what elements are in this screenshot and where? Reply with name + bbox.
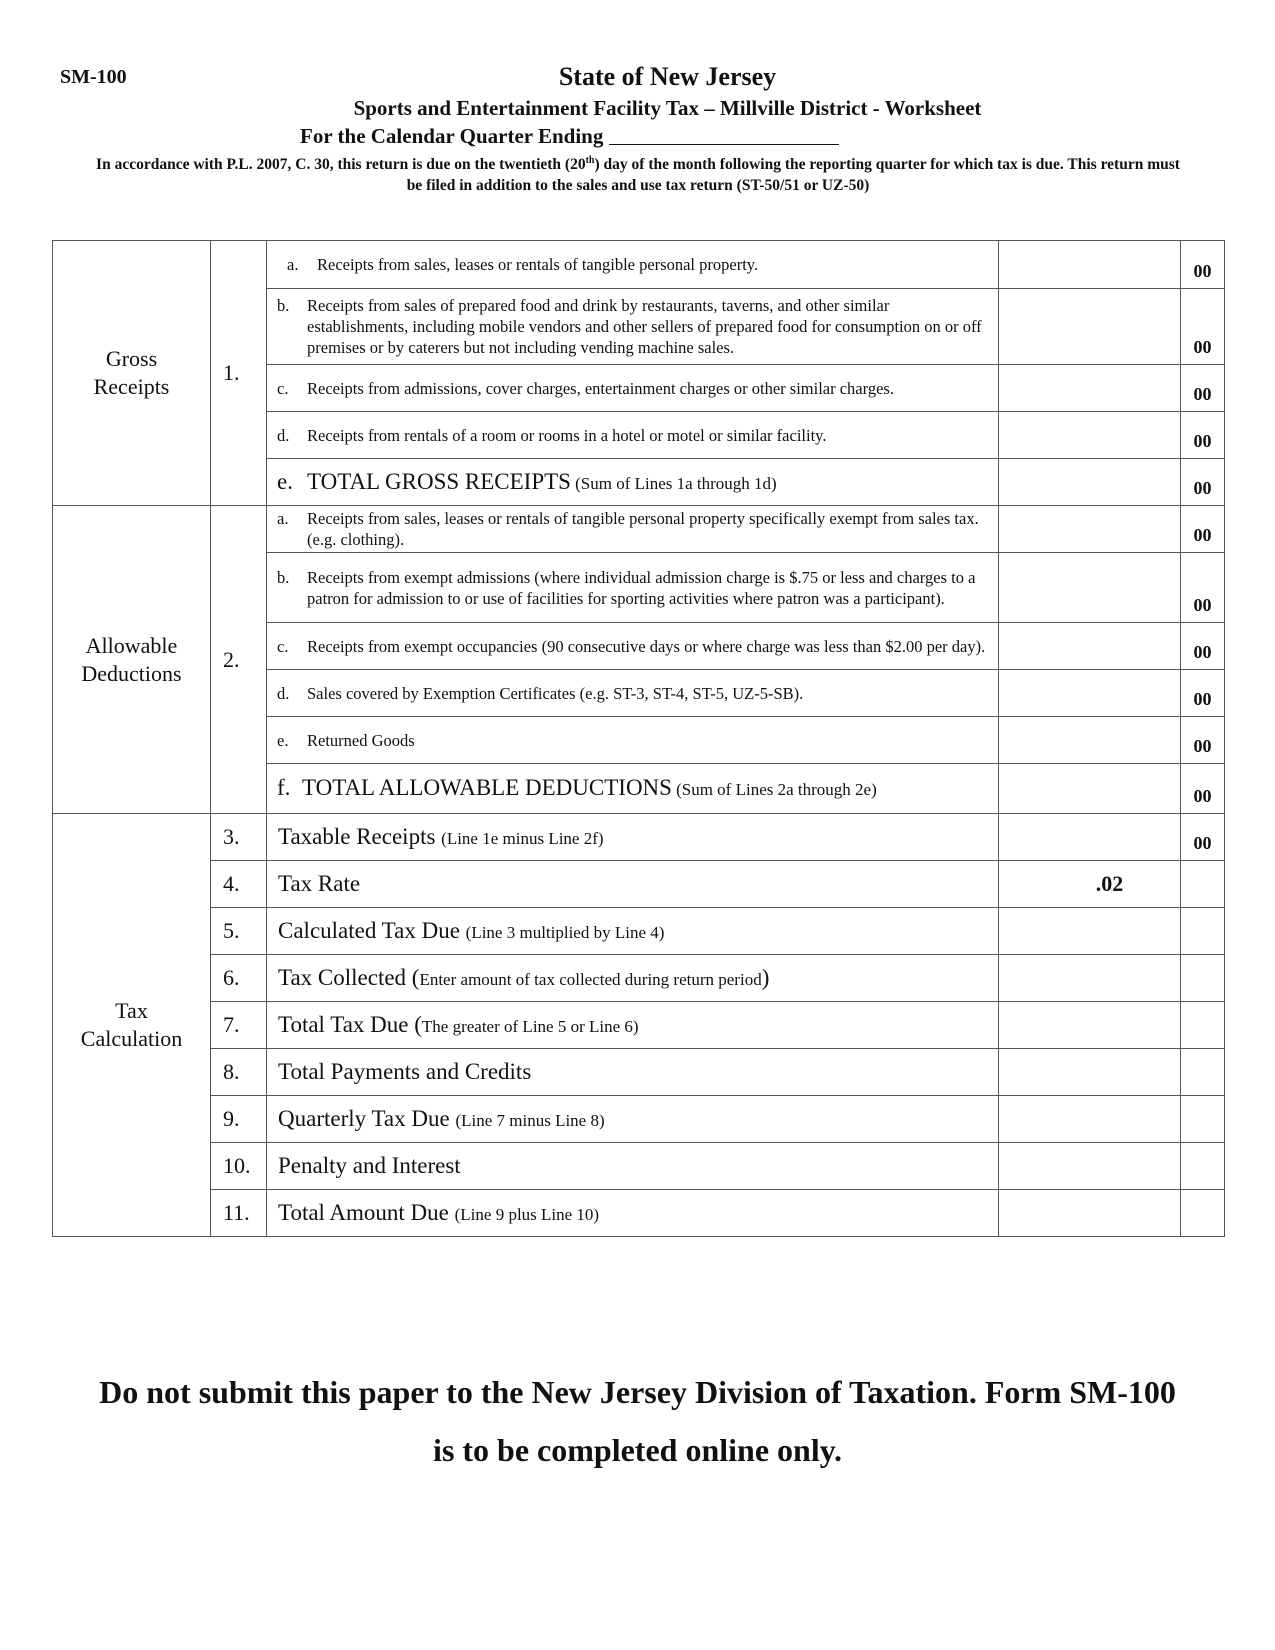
line-1d-cents: 00 — [1181, 412, 1225, 459]
quarter-label: For the Calendar Quarter Ending — [300, 124, 604, 148]
footer-warning-line1: Do not submit this paper to the New Jersey Division of Taxation. Form SM-100 — [99, 1374, 1176, 1410]
line-1c-amount[interactable] — [999, 365, 1181, 412]
line-1a-desc: a. Receipts from sales, leases or rentals of tangible personal property. — [267, 241, 999, 289]
line-1b-desc: b. Receipts from sales of prepared food and drink by restaurants, taverns, and other similar establishments, including mobile vendors and other sellers of prepared food for consumption on or off premises or by caterers but not including vending machine sales. — [267, 289, 999, 365]
line-number: 11. — [211, 1190, 267, 1237]
notice-text-2: ) day of the month following the reporting quarter for which tax is due. This return must be filed in addition to the sales and use tax return (ST-50/51 or UZ-50) — [406, 156, 1180, 195]
tax-rate-value: .02 — [999, 861, 1181, 908]
form-subtitle: Sports and Entertainment Facility Tax – Millville District - Worksheet — [353, 96, 982, 120]
line-1e-amount[interactable] — [999, 459, 1181, 506]
quarter-ending — [300, 124, 839, 149]
line-1d-amount[interactable] — [999, 412, 1181, 459]
line-8-amount[interactable] — [999, 1049, 1181, 1096]
line-10-amount[interactable] — [999, 1143, 1181, 1190]
line-2b-cents: 00 — [1181, 553, 1225, 623]
line-1d-desc: d. Receipts from rentals of a room or rooms in a hotel or motel or similar facility. — [267, 412, 999, 459]
line-9-amount[interactable] — [999, 1096, 1181, 1143]
form-id: SM-100 — [60, 66, 127, 88]
line-label: Total Payments and Credits — [267, 1049, 999, 1096]
line-label: Total Tax Due (The greater of Line 5 or Line 6) — [267, 1002, 999, 1049]
line-label: Taxable Receipts (Line 1e minus Line 2f) — [267, 814, 999, 861]
line-1c-desc: c. Receipts from admissions, cover charges, entertainment charges or other similar charges. — [267, 365, 999, 412]
line-7-cents[interactable] — [1181, 1002, 1225, 1049]
line-1e-desc: e. TOTAL GROSS RECEIPTS (Sum of Lines 1a through 1d) — [267, 459, 999, 506]
line-4-cents — [1181, 861, 1225, 908]
due-date-notice — [88, 150, 1188, 196]
line-2e-desc: e. Returned Goods — [267, 717, 999, 764]
line-2d-cents: 00 — [1181, 670, 1225, 717]
line-2d-amount[interactable] — [999, 670, 1181, 717]
line-1b-cents: 00 — [1181, 289, 1225, 365]
line-2b-desc: b. Receipts from exempt admissions (where individual admission charge is $.75 or less and charges to a patron for admission to or use of facilities for sporting activities where patron was a participant). — [267, 553, 999, 623]
line-1a-row — [53, 241, 1225, 289]
line-1-number: 1. — [211, 241, 267, 506]
section-tax-calculation: Tax Calculation — [53, 814, 211, 1237]
line-2e-cents: 00 — [1181, 717, 1225, 764]
line-number: 9. — [211, 1096, 267, 1143]
line-number: 6. — [211, 955, 267, 1002]
footer-warning-line2: is to be completed online only. — [433, 1432, 842, 1468]
section-allowable-deductions: Allowable Deductions — [53, 506, 211, 814]
line-7-row — [53, 1002, 1225, 1049]
line-label: Quarterly Tax Due (Line 7 minus Line 8) — [267, 1096, 999, 1143]
line-label: Tax Rate — [267, 861, 999, 908]
line-number: 10. — [211, 1143, 267, 1190]
line-number: 5. — [211, 908, 267, 955]
line-1a-cents: 00 — [1181, 241, 1225, 289]
line-2b-amount[interactable] — [999, 553, 1181, 623]
line-8-cents[interactable] — [1181, 1049, 1225, 1096]
section-gross-receipts: Gross Receipts — [53, 241, 211, 506]
line-1e-cents: 00 — [1181, 459, 1225, 506]
line-1b-amount[interactable] — [999, 289, 1181, 365]
state-title: State of New Jersey — [558, 62, 777, 91]
line-11-amount[interactable] — [999, 1190, 1181, 1237]
line-2f-cents: 00 — [1181, 764, 1225, 814]
line-6-row — [53, 955, 1225, 1002]
line-2d-desc: d. Sales covered by Exemption Certificates (e.g. ST-3, ST-4, ST-5, UZ-5-SB). — [267, 670, 999, 717]
line-3-cents: 00 — [1181, 814, 1225, 861]
line-4-row — [53, 861, 1225, 908]
line-6-cents[interactable] — [1181, 955, 1225, 1002]
line-2a-row — [53, 506, 1225, 553]
line-2-number: 2. — [211, 506, 267, 814]
line-5-cents[interactable] — [1181, 908, 1225, 955]
line-number: 4. — [211, 861, 267, 908]
line-10-cents[interactable] — [1181, 1143, 1225, 1190]
line-number: 7. — [211, 1002, 267, 1049]
line-9-row — [53, 1096, 1225, 1143]
line-number: 3. — [211, 814, 267, 861]
line-2e-amount[interactable] — [999, 717, 1181, 764]
line-11-cents[interactable] — [1181, 1190, 1225, 1237]
line-label: Calculated Tax Due (Line 3 multiplied by Line 4) — [267, 908, 999, 955]
quarter-ending-field[interactable] — [609, 126, 839, 145]
line-2f-desc: f. TOTAL ALLOWABLE DEDUCTIONS (Sum of Lines 2a through 2e) — [267, 764, 999, 814]
line-8-row — [53, 1049, 1225, 1096]
line-2c-amount[interactable] — [999, 623, 1181, 670]
line-1a-amount[interactable] — [999, 241, 1181, 289]
line-label: Total Amount Due (Line 9 plus Line 10) — [267, 1190, 999, 1237]
line-2f-amount[interactable] — [999, 764, 1181, 814]
line-7-amount[interactable] — [999, 1002, 1181, 1049]
notice-text: In accordance with P.L. 2007, C. 30, this return is due on the twentieth (20 — [96, 156, 586, 174]
line-3-amount[interactable] — [999, 814, 1181, 861]
line-9-cents[interactable] — [1181, 1096, 1225, 1143]
line-2a-amount[interactable] — [999, 506, 1181, 553]
line-10-row — [53, 1143, 1225, 1190]
notice-sup: th — [585, 155, 595, 166]
line-2a-cents: 00 — [1181, 506, 1225, 553]
line-11-row — [53, 1190, 1225, 1237]
line-1c-cents: 00 — [1181, 365, 1225, 412]
line-number: 8. — [211, 1049, 267, 1096]
line-5-amount[interactable] — [999, 908, 1181, 955]
line-label: Penalty and Interest — [267, 1143, 999, 1190]
line-3-row — [53, 814, 1225, 861]
line-label: Tax Collected (Enter amount of tax collected during return period) — [267, 955, 999, 1002]
line-2c-cents: 00 — [1181, 623, 1225, 670]
worksheet-table — [52, 240, 1225, 1237]
line-6-amount[interactable] — [999, 955, 1181, 1002]
line-2a-desc: a. Receipts from sales, leases or rentals of tangible personal property specifically exempt from sales tax. (e.g. clothing). — [267, 506, 999, 553]
line-2c-desc: c. Receipts from exempt occupancies (90 consecutive days or where charge was less than $2.00 per day). — [267, 623, 999, 670]
line-5-row — [53, 908, 1225, 955]
